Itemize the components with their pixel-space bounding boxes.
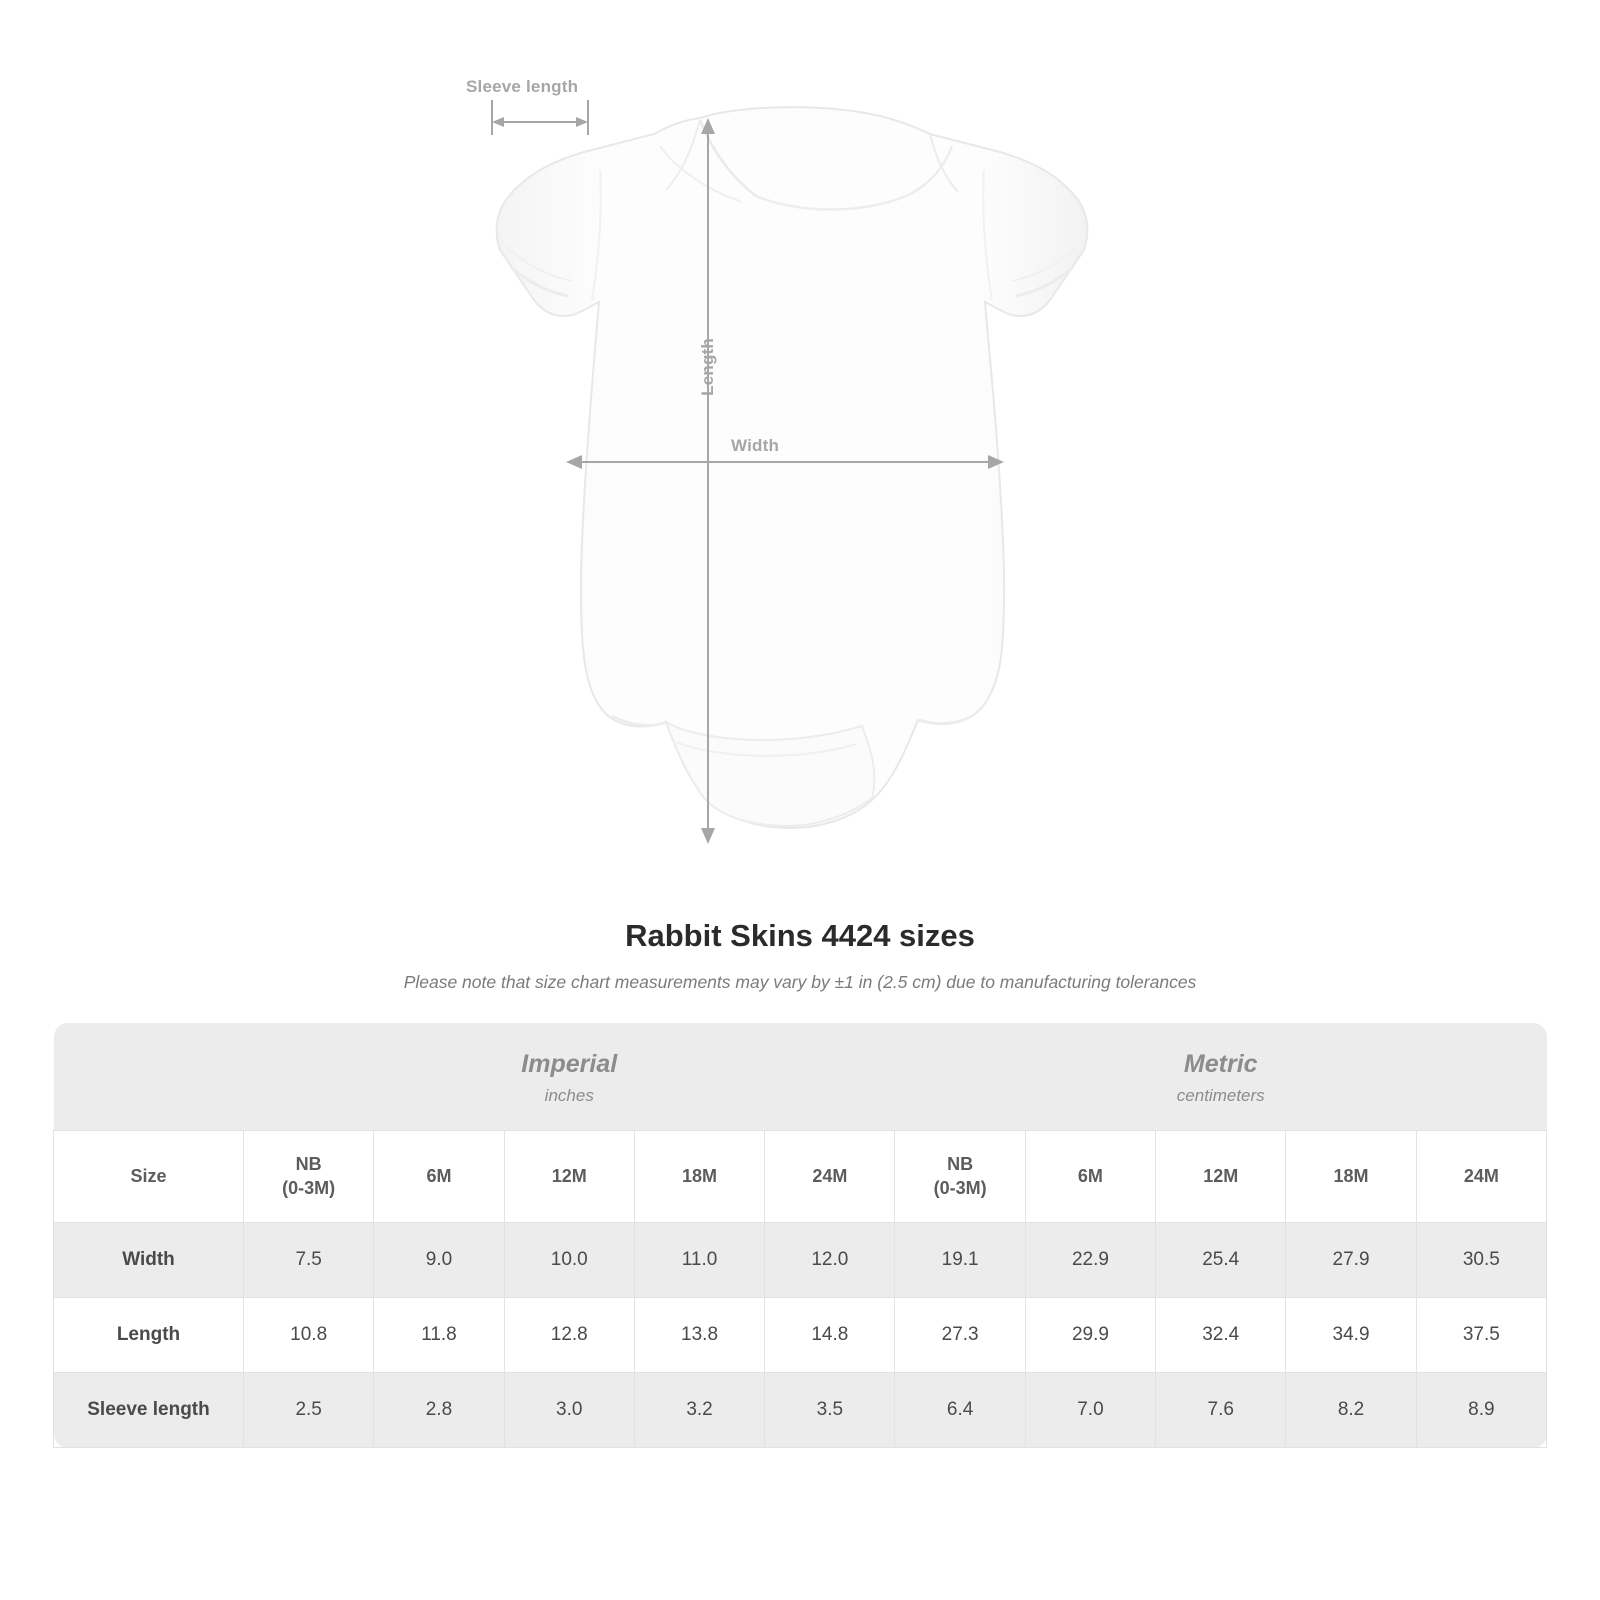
cell-width-0: 7.5 [244,1223,374,1298]
sleeve-length-label: Sleeve length [466,77,579,96]
sleeve-length-guide [492,100,588,135]
size-chart-table [53,1023,1547,1448]
unit-spacer-cell [54,1023,244,1131]
cell-width-9: 30.5 [1416,1223,1546,1298]
header-col-2-line1: 12M [551,1165,587,1186]
header-size-label: Size [54,1131,244,1223]
page-title: Rabbit Skins 4424 sizes [625,918,975,953]
header-col-4 [765,1131,895,1223]
cell-sleeve-8: 8.2 [1286,1373,1416,1448]
row-label-width: Width [54,1223,244,1298]
length-label: Length [698,338,717,396]
cell-width-7: 25.4 [1156,1223,1286,1298]
header-col-3 [634,1131,764,1223]
header-col-4-line1: 24M [812,1165,848,1186]
header-col-6-line1: 6M [1077,1165,1103,1186]
header-col-8 [1286,1131,1416,1223]
cell-length-9: 37.5 [1416,1298,1546,1373]
header-col-3-line1: 18M [682,1165,718,1186]
cell-width-2: 10.0 [504,1223,634,1298]
cell-sleeve-3: 3.2 [634,1373,764,1448]
width-label: Width [731,436,780,455]
cell-sleeve-5: 6.4 [895,1373,1025,1448]
cell-length-1: 11.8 [374,1298,504,1373]
cell-sleeve-9: 8.9 [1416,1373,1546,1448]
cell-length-6: 29.9 [1025,1298,1155,1373]
header-col-1-line1: 6M [426,1165,452,1186]
cell-length-3: 13.8 [634,1298,764,1373]
header-col-5-line1: NB [947,1154,974,1175]
size-table-wrapper [53,1023,1547,1448]
cell-length-4: 14.8 [765,1298,895,1373]
cell-width-6: 22.9 [1025,1223,1155,1298]
cell-sleeve-2: 3.0 [504,1373,634,1448]
header-col-6 [1025,1131,1155,1223]
header-col-7-line1: 12M [1203,1165,1239,1186]
header-col-2 [504,1131,634,1223]
header-col-8-line1: 18M [1333,1165,1369,1186]
cell-sleeve-1: 2.8 [374,1373,504,1448]
header-col-9-line1: 24M [1463,1165,1499,1186]
cell-length-2: 12.8 [504,1298,634,1373]
unit-sub-metric: centimeters [1176,1086,1265,1106]
header-col-0 [244,1131,374,1223]
cell-width-1: 9.0 [374,1223,504,1298]
header-col-9 [1416,1131,1546,1223]
tolerance-note: Please note that size chart measurements may vary by ±1 in (2.5 cm) due to manufacturing tolerances [403,972,1197,992]
chart-heading [0,918,1600,993]
header-col-7 [1156,1131,1286,1223]
cell-length-7: 32.4 [1156,1298,1286,1373]
header-col-5 [895,1131,1025,1223]
bodysuit-shape [497,107,1088,828]
table-row [54,1298,1547,1373]
unit-sub-imperial: inches [544,1086,594,1106]
unit-header-row [54,1023,1547,1131]
cell-width-5: 19.1 [895,1223,1025,1298]
cell-length-5: 27.3 [895,1298,1025,1373]
unit-cell-metric [895,1023,1547,1131]
unit-name-metric: Metric [1183,1050,1258,1078]
cell-width-3: 11.0 [634,1223,764,1298]
cell-sleeve-0: 2.5 [244,1373,374,1448]
header-col-0-line1: NB [295,1154,322,1175]
row-label-length: Length [54,1298,244,1373]
table-row [54,1373,1547,1448]
unit-cell-imperial [244,1023,895,1131]
cell-length-8: 34.9 [1286,1298,1416,1373]
cell-sleeve-4: 3.5 [765,1373,895,1448]
cell-sleeve-7: 7.6 [1156,1373,1286,1448]
header-col-1 [374,1131,504,1223]
cell-sleeve-6: 7.0 [1025,1373,1155,1448]
cell-width-4: 12.0 [765,1223,895,1298]
header-col-5-line2: (0-3M) [933,1177,987,1198]
size-header-row [54,1131,1547,1223]
cell-width-8: 27.9 [1286,1223,1416,1298]
cell-length-0: 10.8 [244,1298,374,1373]
row-label-sleeve-length: Sleeve length [54,1373,244,1448]
unit-name-imperial: Imperial [521,1050,618,1078]
header-col-0-line2: (0-3M) [282,1177,336,1198]
table-row [54,1223,1547,1298]
